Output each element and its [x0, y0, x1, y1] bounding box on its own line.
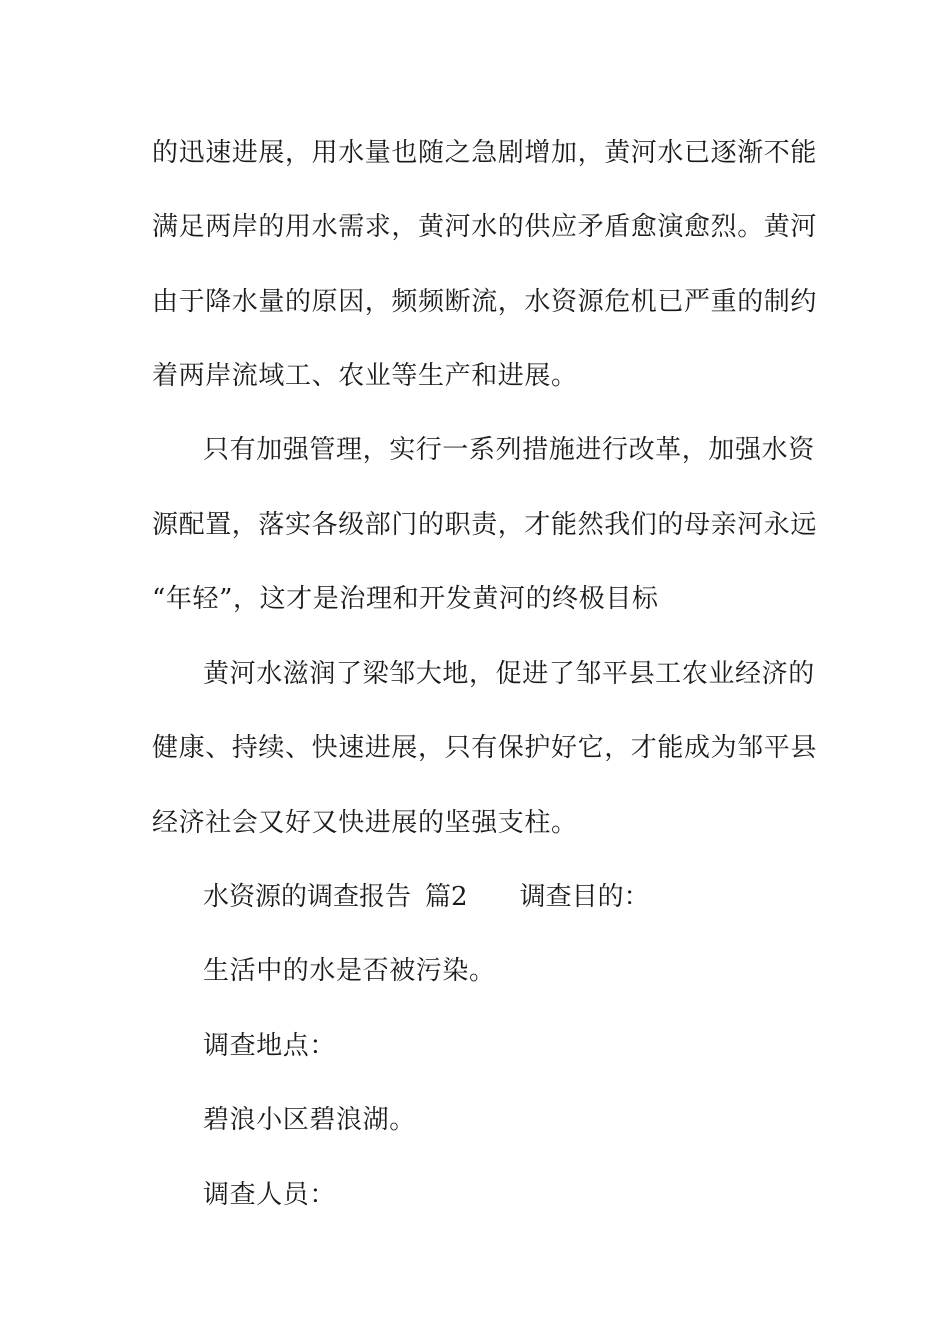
location-value: 碧浪小区碧浪湖。: [203, 1105, 416, 1135]
purpose-label: 调查目的：: [519, 882, 650, 912]
personnel-label: 调查人员：: [203, 1180, 337, 1210]
section-title: 水资源的调查报告: [203, 882, 412, 912]
paragraph-2-line-3: “年轻”，这才是治理和开发黄河的终极目标: [152, 584, 659, 614]
purpose-value: 生活中的水是否被污染。: [203, 956, 496, 986]
paragraph-1-line-4: 着两岸流域工、农业等生产和进展。: [152, 361, 578, 391]
paragraph-2-line-2: 源配置，落实各级部门的职责，才能然我们的母亲河永远: [152, 510, 818, 540]
section-part: 篇2: [425, 882, 468, 912]
paragraph-3-line-3: 经济社会又好又快进展的坚强支柱。: [152, 808, 578, 838]
paragraph-1-line-2: 满足两岸的用水需求，黄河水的供应矛盾愈演愈烈。黄河: [152, 212, 818, 242]
paragraph-3-line-2: 健康、持续、快速进展，只有保护好它，才能成为邹平县: [152, 733, 818, 763]
paragraph-2-line-1: 只有加强管理，实行一系列措施进行改革，加强水资: [203, 435, 815, 465]
paragraph-3-line-1: 黄河水滋润了梁邹大地，促进了邹平县工农业经济的: [203, 659, 815, 689]
section-heading: [203, 877, 650, 917]
location-label: 调查地点：: [203, 1031, 337, 1061]
paragraph-1-line-1: 的迅速进展，用水量也随之急剧增加，黄河水已逐渐不能: [152, 138, 818, 168]
paragraph-1-line-3: 由于降水量的原因，频频断流，水资源危机已严重的制约: [152, 287, 818, 317]
